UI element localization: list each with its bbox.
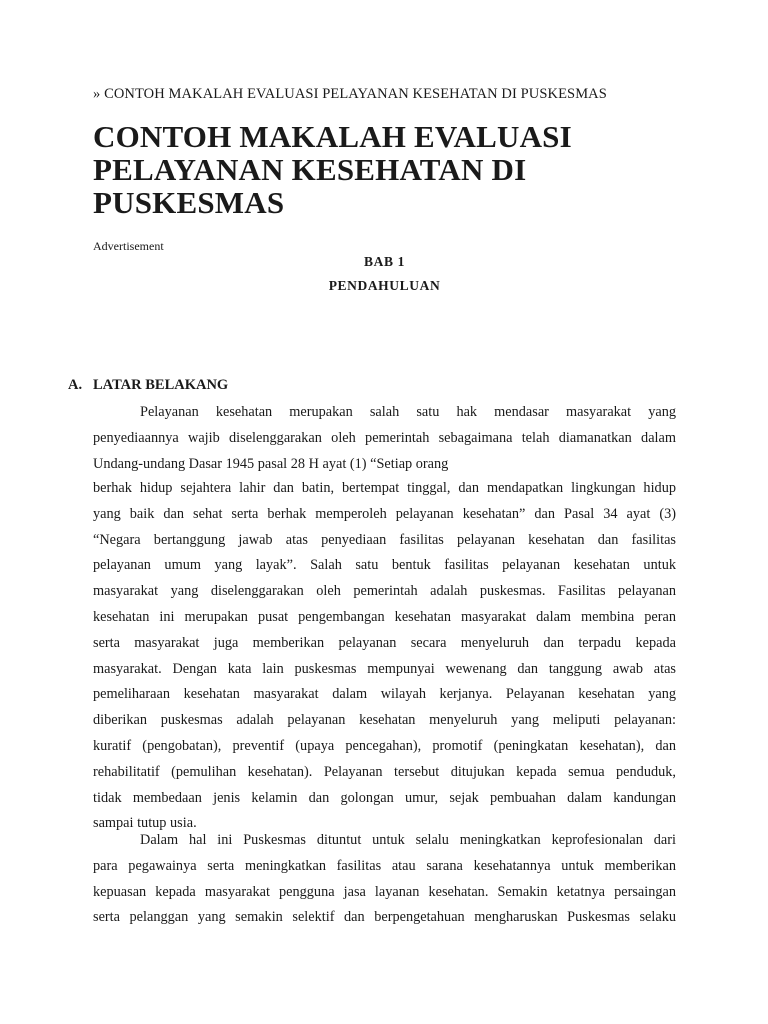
text-line: kepuasan kepada masyarakat pengguna jasa layanan kesehatan. Semakin ketatnya persaingan [93,883,676,900]
title-line: PUSKESMAS [93,185,285,220]
text-line: “Negara bertanggung jawab atas penyediaan fasilitas pelayanan kesehatan dan fasilitas [93,531,676,548]
title-line: CONTOH MAKALAH EVALUASI [93,119,572,154]
paragraph-1-rest [93,476,676,837]
text-line: yang baik dan sehat serta berhak memperoleh pelayanan kesehatan” dan Pasal 34 ayat (3) [93,505,676,522]
text-line: kuratif (pengobatan), preventif (upaya pencegahan), promotif (peningkatan kesehatan), dan [93,737,676,754]
title-line: PELAYANAN KESEHATAN DI [93,152,527,187]
text-line: diberikan puskesmas adalah pelayanan kesehatan menyeluruh yang meliputi pelayanan: [93,712,676,729]
text-line: penyediaannya wajib diselenggarakan oleh pemerintah sebagaimana telah diamanatkan dalam [93,429,676,446]
paragraph-1-top [93,400,676,477]
advertisement-label: Advertisement [93,239,164,253]
text-line: kesehatan ini merupakan pusat pengembangan kesehatan masyarakat dalam membina peran [93,608,676,625]
text-line: serta pelanggan yang semakin selektif dan berpengetahuan mengharuskan Puskesmas selaku [93,909,676,926]
chapter-title: PENDAHULUAN [328,278,441,293]
text-line: pelayanan umum yang layak”. Salah satu bentuk fasilitas pelayanan kesehatan untuk [93,557,676,574]
page-title [93,120,676,219]
text-line: masyarakat yang diselenggarakan oleh pemerintah adalah puskesmas. Fasilitas pelayanan [93,583,676,600]
text-line: Undang-undang Dasar 1945 pasal 28 H ayat (1) “Setiap orang [93,455,449,472]
paragraph-2 [93,828,676,931]
section-title: LATAR BELAKANG [93,377,229,393]
chapter-number: BAB 1 [364,254,405,269]
text-line: Pelayanan kesehatan merupakan salah satu hak mendasar masyarakat yang [140,404,676,420]
text-line: tidak membedaan jenis kelamin dan golongan umur, sejak pembuahan dalam kandungan [93,789,676,806]
section-heading [68,377,228,394]
text-line: sampai tutup usia. [93,815,197,832]
breadcrumb[interactable]: » CONTOH MAKALAH EVALUASI PELAYANAN KESEHATAN DI PUSKESMAS [93,86,607,102]
text-line: rehabilitatif (pemulihan kesehatan). Pelayanan tersebut ditujukan kepada semua penduduk, [93,763,676,780]
text-line: masyarakat. Dengan kata lain puskesmas mempunyai wewenang dan tanggung awab atas [93,660,676,677]
text-line: pemeliharaan kesehatan masyarakat dalam wilayah kerjanya. Pelayanan kesehatan yang [93,686,676,703]
section-letter: A. [68,377,83,393]
text-line: para pegawainya serta meningkatkan fasilitas atau sarana kesehatannya untuk memberikan [93,857,676,874]
text-line: Dalam hal ini Puskesmas dituntut untuk selalu meningkatkan keprofesionalan dari [140,832,676,848]
text-line: serta masyarakat juga memberikan pelayanan secara menyeluruh dan terpadu kepada [93,634,676,651]
text-line: berhak hidup sejahtera lahir dan batin, bertempat tinggal, dan mendapatkan lingkungan hidup [93,480,676,496]
